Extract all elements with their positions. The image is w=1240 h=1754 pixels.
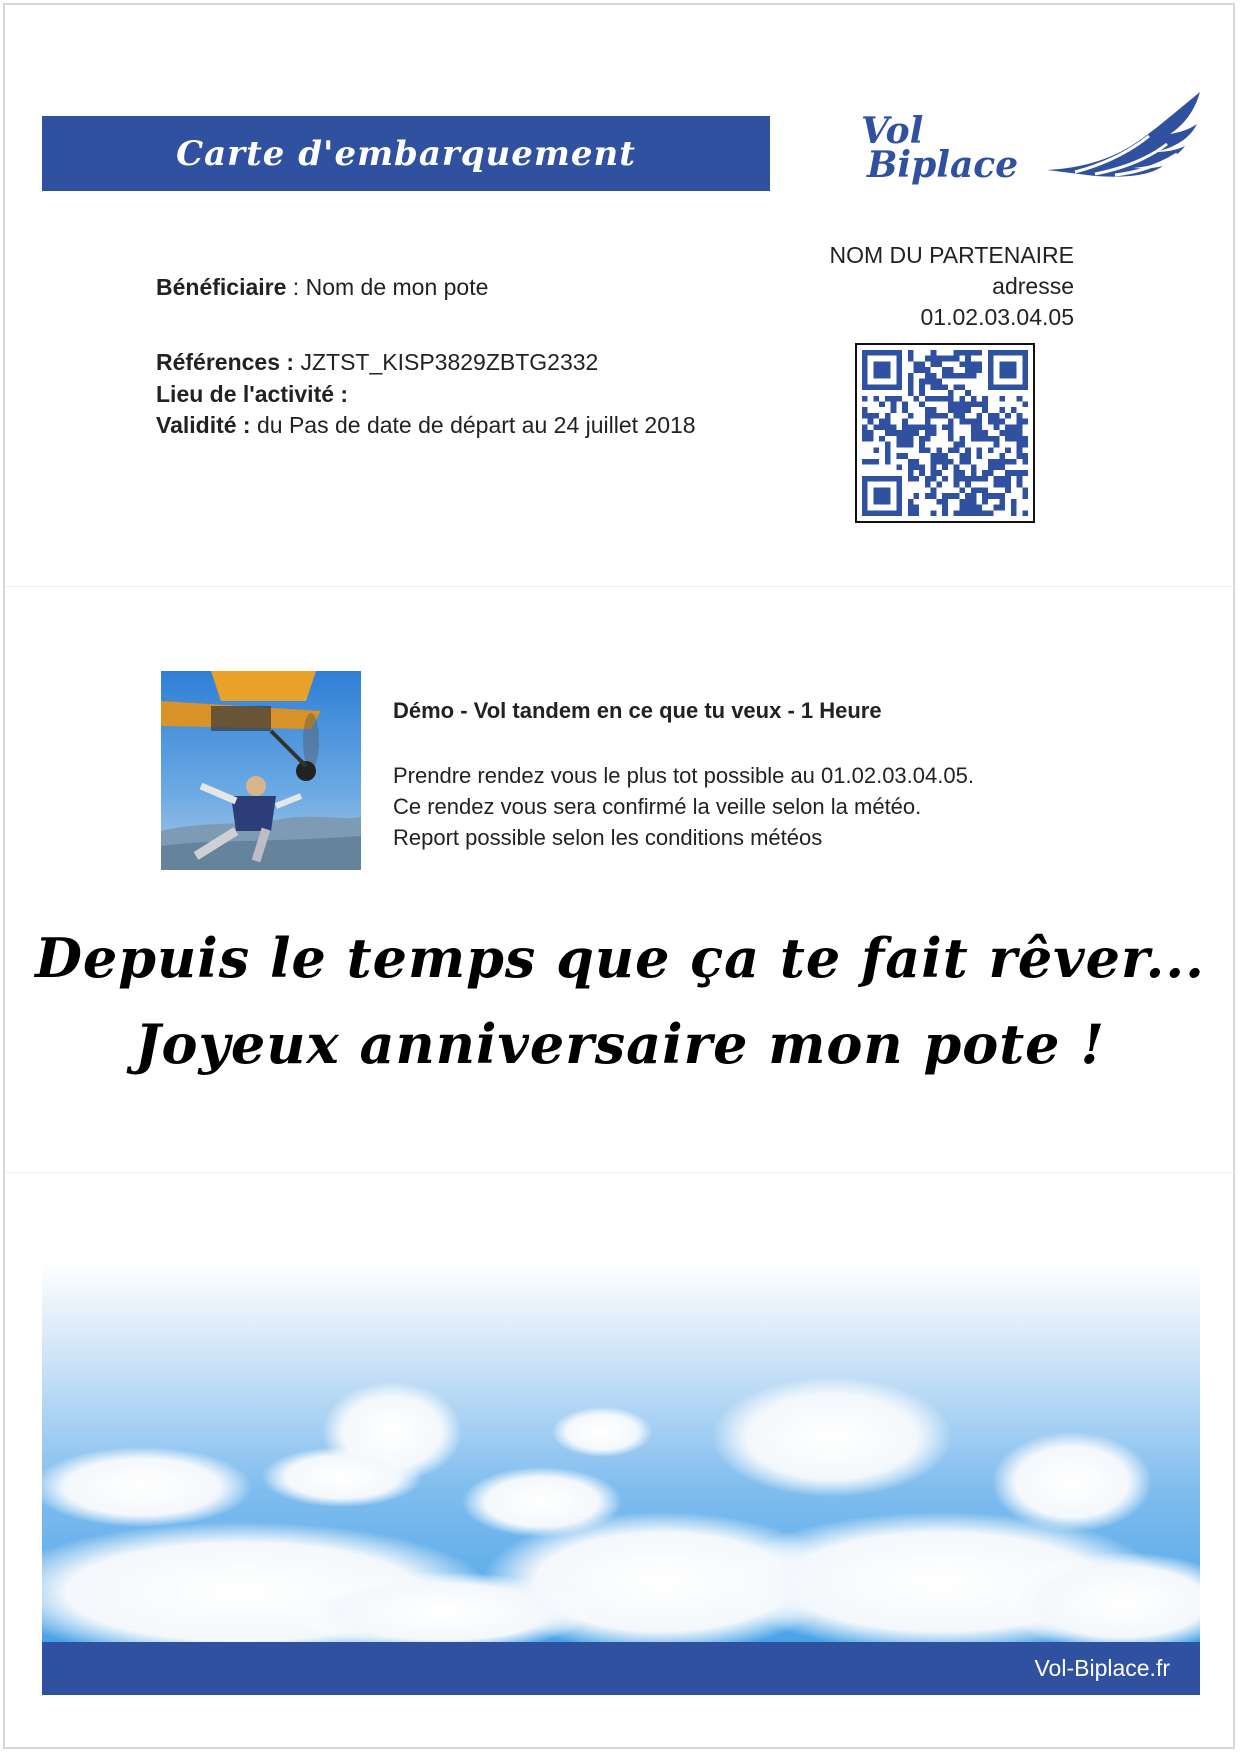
vol-biplace-logo	[855, 88, 1205, 188]
partner-address: adresse	[992, 273, 1074, 299]
activity-desc-line-2: Ce rendez vous sera confirmé la veille selon la météo.	[393, 794, 922, 819]
title-banner	[42, 116, 770, 191]
document-title: Carte d'embarquement	[176, 133, 636, 174]
activity-desc-line-1: Prendre rendez vous le plus tot possible au 01.02.03.04.05.	[393, 763, 974, 788]
sky-clouds-image	[42, 1262, 1200, 1642]
beneficiary-separator: :	[286, 274, 306, 300]
validity-value: du Pas de date de départ au 24 juillet 2018	[250, 412, 696, 438]
qr-code	[855, 343, 1035, 523]
activity-desc-line-3: Report possible selon les conditions météos	[393, 825, 823, 850]
logo-text-biplace: Biplace	[867, 144, 1019, 186]
validity-line	[156, 412, 696, 439]
footer-url[interactable]: Vol-Biplace.fr	[1034, 1655, 1170, 1681]
references-value: JZTST_KISP3829ZBTG2332	[294, 349, 599, 375]
location-line	[156, 381, 348, 408]
partner-phone: 01.02.03.04.05	[920, 304, 1074, 330]
partner-block	[674, 240, 1074, 333]
location-label: Lieu de l'activité :	[156, 381, 349, 407]
section-divider-top	[5, 586, 1235, 587]
logo-text-vol: Vol	[861, 110, 924, 152]
qr-code-icon	[862, 350, 1028, 516]
clouds-illustration	[42, 1262, 1200, 1642]
activity-description	[393, 760, 1093, 853]
message-line-1: Depuis le temps que ça te fait rêver...	[35, 926, 1205, 990]
partner-name: NOM DU PARTENAIRE	[829, 242, 1074, 268]
footer-bar	[42, 1642, 1200, 1695]
section-divider-bottom	[5, 1172, 1235, 1173]
activity-title: Démo - Vol tandem en ce que tu veux - 1 Heure	[393, 698, 882, 723]
beneficiary-line	[156, 274, 488, 301]
skydiving-plane-image	[161, 671, 361, 870]
beneficiary-value: Nom de mon pote	[305, 274, 489, 300]
validity-label: Validité :	[156, 412, 251, 438]
beneficiary-label: Bénéficiaire	[156, 274, 287, 300]
activity-photo	[161, 671, 361, 870]
references-label: Références :	[156, 349, 295, 375]
references-line	[156, 349, 598, 376]
wing-logo-icon	[1045, 88, 1205, 178]
message-line-2: Joyeux anniversaire mon pote !	[134, 1012, 1106, 1076]
